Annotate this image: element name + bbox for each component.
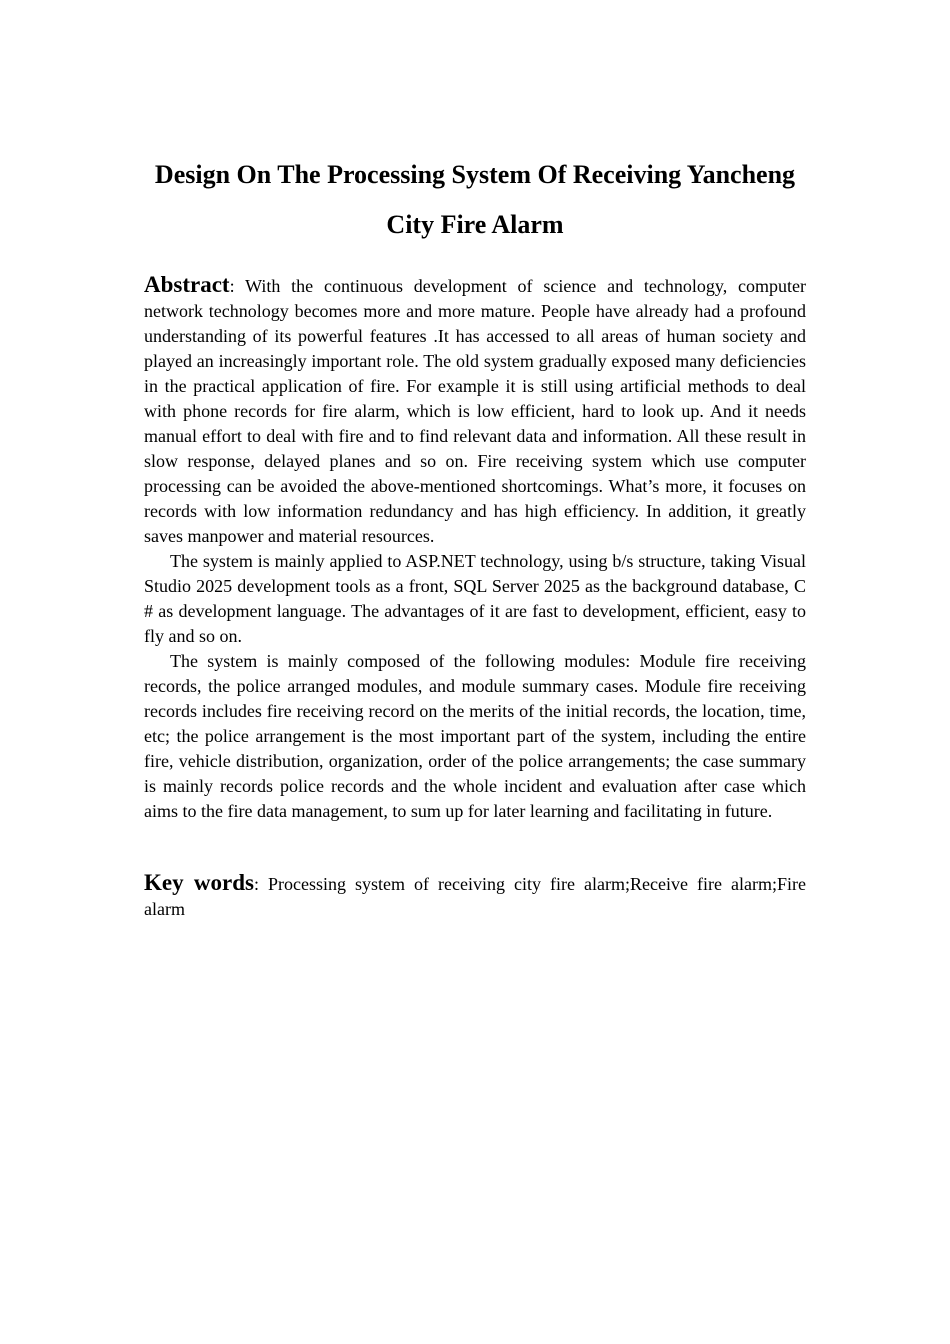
keywords-label: Key words	[144, 870, 254, 895]
document-title	[0, 150, 950, 250]
keywords-paragraph	[144, 870, 806, 922]
abstract-paragraph-1-text: With the continuous development of science and technology, computer network technology becomes more and more mature. People have already had a profound understanding of its powerful features .It has accessed to all areas of human society and played an increasingly important role. The old system gradually exposed many deficiencies in the practical application of fire. For example it is still using artificial methods to deal with phone records for fire alarm, which is low efficient, hard to look up. And it needs manual effort to deal with fire and to find relevant data and information. All these result in slow response, delayed planes and so on. Fire receiving system which use computer processing can be avoided the above-mentioned shortcomings. What’s more, it focuses on records with low information redundancy and has high efficiency. In addition, it greatly saves manpower and material resources.	[144, 276, 806, 546]
abstract-paragraph-1	[144, 272, 806, 549]
keywords-text: Processing system of receiving city fire alarm;Receive fire alarm;Fire alarm	[144, 874, 806, 919]
abstract-paragraph-3: The system is mainly composed of the following modules: Module fire receiving records, the police arranged modules, and module summary cases. Module fire receiving records includes fire receiving record on the merits of the initial records, the location, time, etc; the police arrangement is the most important part of the system, including the entire fire, vehicle distribution, organization, order of the police arrangements; the case summary is mainly records police records and the whole incident and evaluation after case which aims to the fire data management, to sum up for later learning and facilitating in future.	[144, 651, 806, 821]
keywords-section	[144, 870, 806, 922]
abstract-section	[144, 272, 806, 824]
abstract-separator: :	[229, 276, 235, 296]
title-line-1: Design On The Processing System Of Receiving Yancheng	[154, 160, 796, 189]
keywords-separator: :	[253, 874, 259, 894]
title-line-2: City Fire Alarm	[386, 210, 564, 239]
abstract-paragraph-2: The system is mainly applied to ASP.NET technology, using b/s structure, taking Visual Studio 2025 development tools as a front, SQL Server 2025 as the background database, C # as development language. The advantages of it are fast to development, efficient, easy to fly and so on.	[144, 551, 806, 646]
abstract-label: Abstract	[144, 272, 230, 297]
